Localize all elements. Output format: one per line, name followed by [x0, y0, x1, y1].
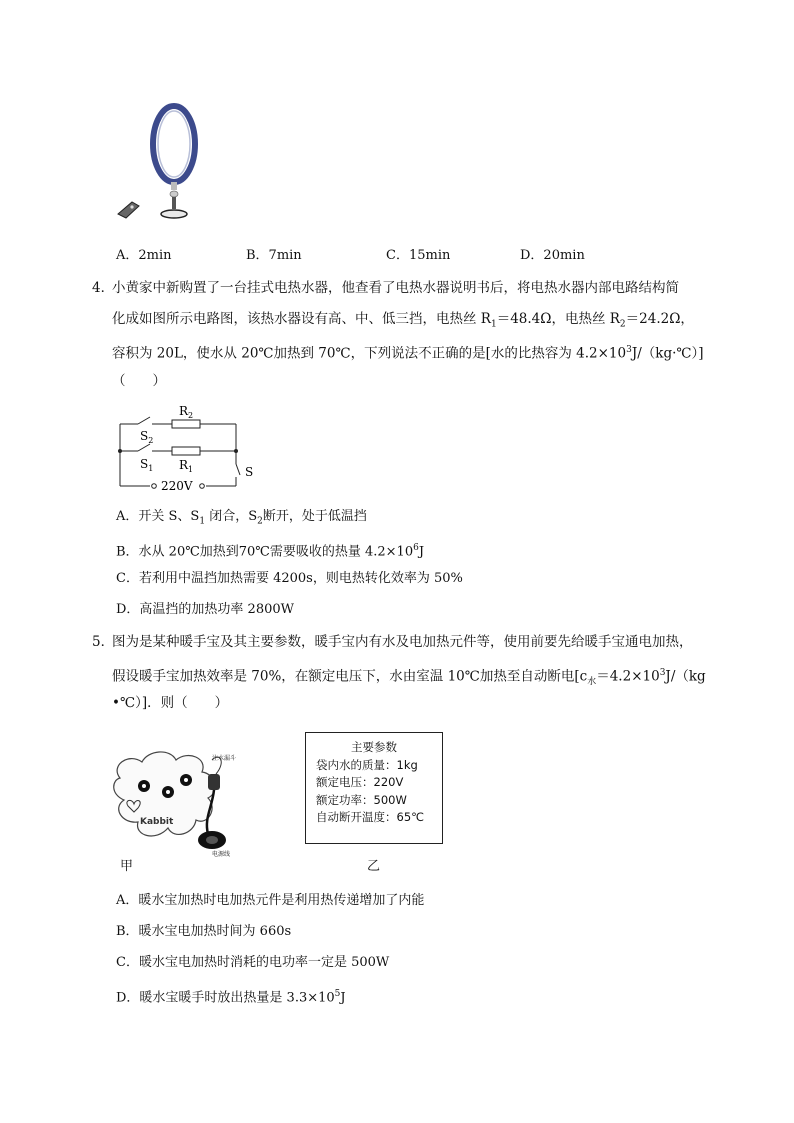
q3-option-c[interactable]: C．15min: [386, 248, 451, 263]
q4-answer-bracket: （ ）: [112, 373, 166, 389]
label-cord: 电源线: [212, 851, 231, 858]
q5-option-a[interactable]: A．暖水宝加热时电加热元件是利用热传递增加了内能: [116, 893, 425, 908]
fig-label-yi: 乙: [367, 859, 381, 874]
q5-stem-line1: 图为是某种暖手宝及其主要参数，暖手宝内有水及电加热元件等，使用前要先给暖手宝通电加热，: [112, 634, 693, 650]
q4-number: 4．: [92, 280, 115, 296]
q4-option-d[interactable]: D．高温挡的加热功率 2800W: [116, 602, 295, 617]
q5-option-d[interactable]: D．暖水宝暖手时放出热量是 $3.3\times 10^5J$: [116, 989, 346, 1006]
q4-option-a[interactable]: A．开关 S、$S_1$ 闭合，$S_2$断开，处于低温挡: [116, 509, 367, 527]
s2-label: $S_2$: [140, 429, 154, 445]
q5-stem-line2: 假设暖手宝加热效率是 70%，在额定电压下，水由室温 10℃加热至自动断电[$c_水=4.2\times 10^3J/(kg$: [112, 668, 706, 688]
q4-stem-line3: 容积为 20L，使水从 20℃加热到 70℃，下列说法不正确的是[水的比热容为 $4.2\times 10^3J/(kg\cdot℃)$]: [112, 345, 704, 362]
q3-option-d[interactable]: D．20min: [520, 248, 585, 263]
s-label: S: [245, 465, 254, 479]
r2-label: $R_2$: [179, 404, 194, 420]
parameter-row: 额定电压：220V: [316, 775, 404, 789]
fig-label-jia: 甲: [120, 859, 134, 874]
q4-stem-line2: 化成如图所示电路图，该热水器设有高、中、低三挡，电热丝 $R_1=48.4\Omega$，电热丝 $R_2=24.2\Omega$，: [112, 311, 694, 330]
brand-text: Kabbit: [140, 817, 174, 827]
voltage-label: 220V: [161, 479, 193, 493]
q5-option-c[interactable]: C．暖水宝电加热时消耗的电功率一定是 500W: [116, 955, 390, 970]
parameter-row: 自动断开温度：65℃: [316, 810, 425, 824]
q5-option-b[interactable]: B．暖水宝电加热时间为 660s: [116, 924, 292, 939]
hand-warmer-figure: [108, 748, 258, 858]
q4-option-c[interactable]: C．若利用中温挡加热需要 4200s，则电热转化效率为 50%: [116, 571, 463, 586]
q3-option-b[interactable]: B．7min: [246, 248, 302, 263]
parameter-table: [305, 732, 443, 844]
label-funnel: 注水漏斗: [212, 755, 237, 762]
q4-option-b[interactable]: B．水从 20℃加热到70℃需要吸收的热量 $4.2\times 10^6J$: [116, 543, 425, 560]
q3-option-a[interactable]: A．2min: [116, 248, 172, 263]
q5-stem-line3: •℃）]．则（ ）: [112, 695, 229, 711]
q5-number: 5．: [92, 634, 115, 650]
parameter-row: 额定功率：500W: [316, 792, 407, 807]
r1-label: $R_1$: [179, 458, 194, 474]
parameter-title: 主要参数: [351, 740, 397, 754]
s1-label: $S_1$: [140, 457, 154, 473]
q4-stem-line1: 小黄家中新购置了一台挂式电热水器，他查看了电热水器说明书后，将电热水器内部电路结构简: [112, 280, 679, 296]
ring-fan-figure: [108, 98, 208, 228]
parameter-row: 袋内水的质量：1kg: [316, 757, 418, 772]
q4-circuit-diagram: [112, 398, 262, 498]
